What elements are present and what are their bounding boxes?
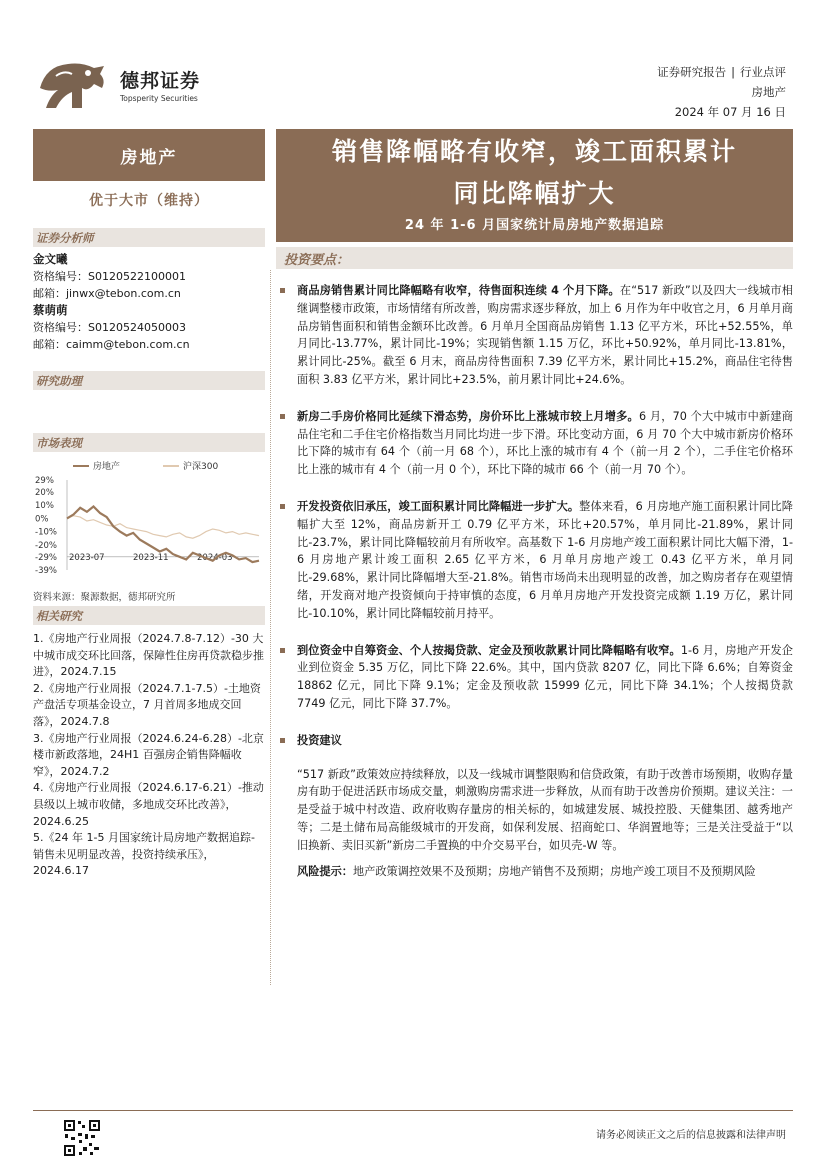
point-investment-lead: 开发投资依旧承压，竣工面积累计同比降幅进一步扩大。 <box>297 499 580 513</box>
related-list <box>33 631 265 880</box>
dragon-logo-icon <box>38 58 108 110</box>
x-tick-label: 2023-11 <box>133 552 169 563</box>
brand <box>120 66 200 103</box>
title-line-1: 销售降幅略有收窄，竣工面积累计 <box>331 137 737 166</box>
divider <box>270 270 271 985</box>
point-funding <box>276 642 793 713</box>
analyst-cert: 资格编号：S0120522100001 <box>33 270 186 283</box>
point-prices-text: 6 月，70 个大中城市中新建商品住宅和二手住宅价格指数当月同比均进一步下滑。环比变动方面，6 月 70 个大中城市新房价格环比下降的城市有 64 个（前一月 68 个），环比上涨的城市有 4 个（前一月 2 个），二手住宅价格环比上涨的城市有 4 个（前一月 0 个），环比下降的城市 66 个（前一月 70 个）。 <box>297 409 793 477</box>
title-box <box>276 129 793 242</box>
rating: 优于大市（维持） <box>89 193 209 209</box>
risk-note <box>276 863 793 881</box>
bullet-icon <box>280 738 285 743</box>
brand-name-cn: 德邦证券 <box>120 70 201 92</box>
point-prices-lead: 新房二手房价格同比延续下滑态势，房价环比上涨城市较上月增多。 <box>297 409 639 423</box>
related-item[interactable]: 2.《房地产行业周报（2024.7.1-7.5）-土地资产盘活专项基金设立，7 月首周多地成交回落》，2024.7.8 <box>33 681 261 728</box>
point-investment-text: 整体来看，6 月房地产施工面积累计同比降幅扩大至 12%，商品房新开工 0.79 亿平方米，环比+20.57%，单月同比-21.89%，累计同比-23.7%，累计同比降幅较前月有所收窄。高基数下 1-6 月房地产竣工面积累计同比大幅下滑，1-6 月房地产累计竣工面积 2.65 亿平方米，6 月单月房地产竣工 0.43 亿平方米，单月同比-29.68%，累计同比降幅增大至-21.8%。销售市场尚未出现明显的改善，加之购房者存在观望情绪，开发商对地产投资倾向于持审慎的态度，6 月单月房地产开发投资完成额 1.19 万亿，累计同比-10.10%，累计同比降幅较前月持平。 <box>297 499 793 620</box>
y-tick-label: -39% <box>35 566 57 576</box>
analyst-name: 蔡萌萌 <box>33 303 68 317</box>
x-tick-label: 2024-03 <box>197 552 233 563</box>
recommendation-heading <box>276 732 793 750</box>
chart-source: 资料来源：聚源数据，德邦研究所 <box>33 592 176 603</box>
analyst-cert: 资格编号：S0120524050003 <box>33 321 186 334</box>
analyst-email: 邮箱：caimm@tebon.com.cn <box>33 338 190 351</box>
bullet-icon <box>280 504 285 509</box>
sidebar <box>33 129 265 880</box>
y-tick-label: -20% <box>35 540 57 551</box>
legend-label: 房地产 <box>93 462 121 472</box>
point-sales-text: 在“517 新政”以及四大一线城市相继调整楼市政策，市场情绪有所改善，购房需求逐步释放，加上 6 月作为年中收官之月，6 月单月商品房销售面积和销售金额环比改善。6 月单月全国商品房销售 1.13 亿平方米，环比+52.55%，单月同比-13.77%，累计同比-19%；实现销售额 1.15 万亿，环比+50.92%，单月同比-13.81%，累计同比-25%。截至 6 月末，商品房待售面积 7.39 亿平方米，累计同比+15.2%，商品住宅待售面积 3.83 亿平方米，累计同比+23.5%，前月累计同比+24.6%。 <box>297 284 793 386</box>
analyst-block <box>33 251 265 353</box>
related-item[interactable]: 1.《房地产行业周报（2024.7.8-7.12）-30 大中城市成交环比回落，保障性住房再贷款稳步推进》，2024.7.15 <box>33 632 264 679</box>
analyst-name: 金文曦 <box>33 252 68 266</box>
header-sector: 房地产 <box>751 85 786 99</box>
y-tick-label: 29% <box>35 476 54 486</box>
subtitle: 24 年 1-6 月国家统计局房地产数据追踪 <box>404 218 665 233</box>
point-investment <box>276 498 793 623</box>
related-item[interactable]: 3.《房地产行业周报（2024.6.24-6.28）-北京楼市新政落地，24H1 百强房企销售降幅收窄》，2024.7.2 <box>33 731 264 778</box>
qr-code-icon <box>63 1119 101 1157</box>
recommendation-heading-text: 投资建议 <box>297 733 342 747</box>
point-sales-lead: 商品房销售累计同比降幅略有收窄，待售面积连续 4 个月下降。 <box>297 284 620 297</box>
related-item[interactable]: 5.《24 年 1-5 月国家统计局房地产数据追踪-销售未见明显改善，投资持续承压》，2024.6.17 <box>33 831 255 878</box>
report-date: 2024 年 07 月 16 日 <box>674 105 786 119</box>
risk-text: 地产政策调控效果不及预期；房地产销售不及预期；房地产竣工项目不及预期风险 <box>352 864 756 878</box>
legend-label: 沪深300 <box>183 462 219 472</box>
y-tick-label: 20% <box>35 487 54 498</box>
chart-svg <box>33 458 265 580</box>
y-tick-label: -10% <box>35 527 57 538</box>
report-category: 行业点评 <box>740 65 786 79</box>
bullet-icon <box>280 288 285 293</box>
report-body <box>276 282 793 880</box>
analyst-heading: 证券分析师 <box>33 228 265 247</box>
y-tick-label: 10% <box>35 501 54 512</box>
analyst-email: 邮箱：jinwx@tebon.com.cn <box>33 287 181 300</box>
related-heading: 相关研究 <box>33 606 265 625</box>
footer-divider <box>33 1110 793 1111</box>
point-funding-text: 1-6 月，房地产开发企业到位资金 5.35 万亿，同比下降 22.6%。其中，国内贷款 8207 亿，同比下降 6.6%；自筹资金 18862 亿元，同比下降 9.1%；定金及预收款 15999 亿元，同比下降 34.1%；个人按揭贷款 7749 亿元，同比下降 37.7%。 <box>297 643 793 710</box>
header-separator: | <box>731 65 735 79</box>
footer-disclaimer: 请务必阅读正文之后的信息披露和法律声明 <box>596 1130 786 1141</box>
recommendation-text: “517 新政”政策效应持续释放，以及一线城市调整限购和信贷政策，有助于改善市场预期，收购存量房有助于促进活跃市场成交量，刺激购房需求进一步释放，从而有助于改善房价预期。建议关注：一是受益于城中村改造、政府收购存量房的相关标的，如城建发展、城投控股、天健集团、越秀地产等；二是土储布局高能级城市的开发商，如保利发展、招商蛇口、华润置地等；三是关注受益于“以旧换新、卖旧买新”新房二手置换的中介交易平台，如贝壳-W 等。 <box>297 767 793 852</box>
y-tick-label: -29% <box>35 552 57 563</box>
market-heading: 市场表现 <box>33 433 265 452</box>
risk-label: 风险提示： <box>297 864 353 878</box>
y-tick-label: 0% <box>35 514 49 525</box>
point-sales <box>276 282 793 389</box>
brand-name-en: Topsperity Securities <box>120 94 198 103</box>
market-chart <box>33 458 265 580</box>
sector-box: 房地产 <box>33 129 265 181</box>
header-meta <box>657 62 786 122</box>
assistant-heading: 研究助理 <box>33 371 265 390</box>
point-prices <box>276 408 793 479</box>
point-funding-lead: 到位资金中自筹资金、个人按揭贷款、定金及预收款累计同比降幅略有收窄。 <box>297 643 681 657</box>
title-line-2: 同比降幅扩大 <box>453 179 616 208</box>
bullet-icon <box>280 648 285 653</box>
related-item[interactable]: 4.《房地产行业周报（2024.6.17-6.21）-推动县级以上城市收储，多地成交环比改善》，2024.6.25 <box>33 781 264 828</box>
investment-points-heading: 投资要点： <box>276 247 793 269</box>
bullet-icon <box>280 414 285 419</box>
x-tick-label: 2023-07 <box>69 552 105 563</box>
series-line <box>67 516 259 539</box>
report-type: 证券研究报告 <box>657 65 727 79</box>
